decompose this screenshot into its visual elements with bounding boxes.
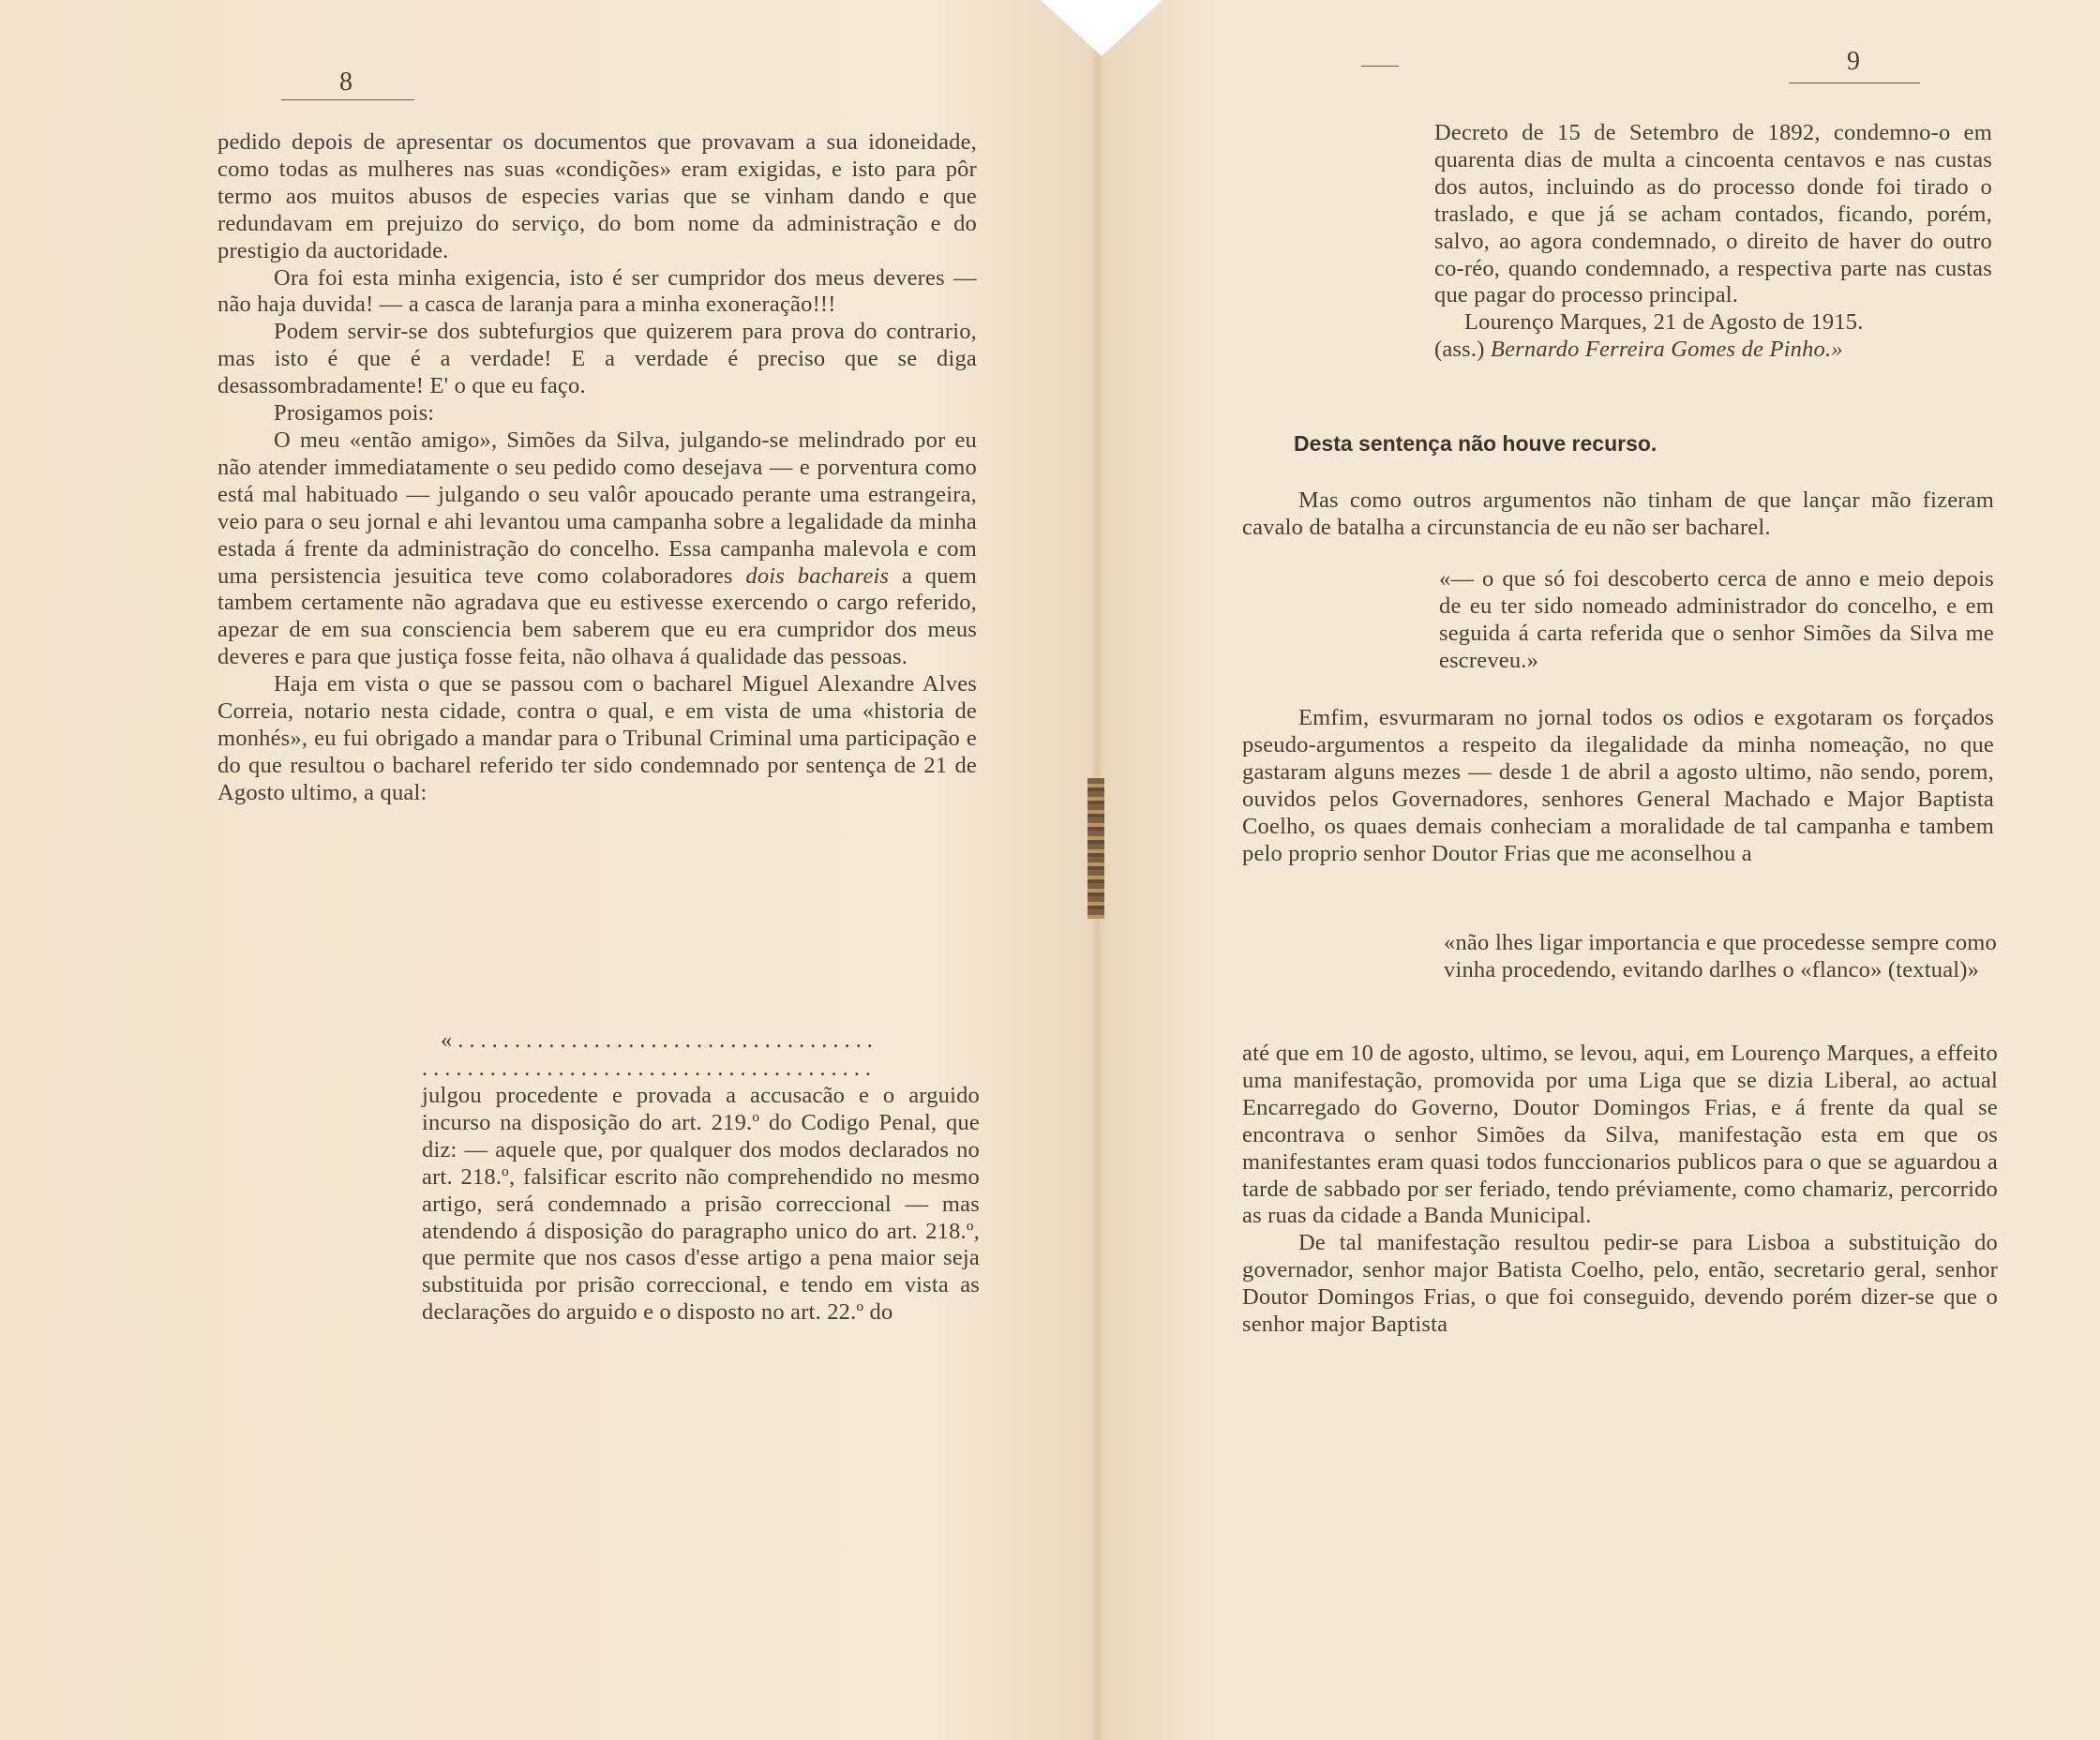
paragraph: Ora foi esta minha exigencia, isto é ser cumpridor dos meus deveres — não haja duvida! — a casca de laranja para a minha exoneração!!! [218,264,977,318]
right-page-number: 9 [1847,47,1860,76]
right-quote-2 [1444,930,1997,984]
page-notch [1041,0,1162,56]
paragraph: Emfim, esvurmaram no jornal todos os odios e exgotaram os forçados pseudo-argumentos a respeito da ilegalidade da minha nomeação, no que gastaram alguns mezes — desde 1 de abril a agosto ultimo, não sendo, porem, ouvidos pelos Governadores, senhores General Machado e Major Baptista Coelho, os quaes demais conheciam a moralidade de tal campanha e tambem pelo proprio senhor Doutor Frias que me aconselhou a [1242,705,1994,866]
paragraph: Decreto de 15 de Setembro de 1892, condemno-o em quarenta dias de multa a cincoenta centavos e nas custas dos autos, incluindo as do processo donde foi tirado o traslado, e que já se acham contados, ficando, porém, salvo, ao agora condemnado, o direito de haver do outro co-réo, quando condemnado, a respectiva parte nas custas que pagar do processo principal. [1434,120,1992,308]
signature: Bernardo Ferreira Gomes de Pinho.» [1490,337,1843,363]
place-date: Lourenço Marques, 21 de Agosto de 1915. [1464,309,1864,336]
right-quote-1 [1439,566,1994,675]
right-opening-text [1434,120,1992,364]
quote-paragraph: julgou procedente e provada a accusacão e o arguido incurso na disposição do art. 219.º do Codigo Penal, que diz: — aquele que, por qualquer dos modos declarados no art. 218.º, falsificar escrito não comprehendido no mesmo artigo, será condemnado a prisão correccional — mas atendendo á disposição do paragrapho unico do art. 218.º, que permite que nos casos d'esse artigo a pena maior seja substituida por prisão correccional, e tendo em vista as declarações do arguido e o disposto no art. 22.º do [422,1083,980,1326]
paragraph-text: a quem tambem certamente não agradava que eu estivesse exercendo o cargo referido, apezar de em sua consciencia bem saberem que eu era cumpridor dos meus deveres e para que justiça fosse feita, não olhava á qualidade das pessoas. [218,562,978,670]
section-heading: Desta sentença não houve recurso. [1294,431,1658,456]
emphasis-text: dois bachareis [745,562,890,589]
quote-paragraph: «não lhes ligar importancia e que procedesse sempre como vinha procedendo, evitando darlhes o «flanco» (textual)» [1444,930,1997,982]
quote-ellipsis-line: «..................................... [441,1028,878,1053]
signature-prefix: (ass.) [1434,337,1485,363]
paragraph [218,428,977,671]
right-body-text-1 [1242,488,1994,542]
signature-line [1434,337,1992,364]
right-header-rule-short [1361,66,1399,67]
paragraph: Prosigamos pois: [274,400,435,427]
paragraph-text: O meu «então amigo», Simões da Silva, julgando-se melindrado por eu não atender immediatamente o seu pedido como desejava — e porventura como está mal habituado — julgando o seu valôr apoucado perante uma estrangeira, veio para o seu jornal e ahi levantou uma campanha sobre a legalidade da minha estada á frente da administração do concelho. Essa campanha malevola e com uma persistencia jesuitica teve como colaboradores [218,427,977,589]
paragraph: De tal manifestação resultou pedir-se para Lisboa a substituição do governador, senhor major Batista Coelho, pelo, então, secretario geral, senhor Doutor Domingos Frias, o que foi conseguido, devendo porém dizer-se que o senhor major Baptista [1242,1230,1998,1338]
right-header-rule [1789,82,1920,83]
left-quote-text [422,1083,980,1327]
paragraph: pedido depois de apresentar os documentos que provavam a sua idoneidade, como todas as mulheres nas suas «condições» eram exigidas, e isto para pôr termo aos muitos abusos de especies varias que se vinham dando e que redundavam em prejuizo do serviço, do bom nome da administração e do prestigio da auctoridade. [218,129,977,263]
left-header-rule [281,99,414,100]
quote-ellipsis-line: ........................................ [422,1056,877,1081]
left-page-number: 8 [339,68,352,97]
right-body-text-2 [1242,705,1994,867]
quote-paragraph: «— o que só foi descoberto cerca de anno e meio depois de eu ter sido nomeado administrador do concelho, e em seguida á carta referida que o senhor Simões da Silva me escreveu.» [1439,566,1994,673]
right-body-text-3 [1242,1041,1998,1339]
paragraph: Mas como outros argumentos não tinham de que lançar mão fizeram cavalo de batalha a circunstancia de eu não ser bacharel. [1242,488,1994,540]
paragraph: Podem servir-se dos subtefurgios que quizerem para prova do contrario, mas isto é que é a verdade! E a verdade é preciso que se diga desassombradamente! E' o que eu faço. [218,319,977,399]
paragraph: até que em 10 de agosto, ultimo, se levou, aqui, em Lourenço Marques, a effeito uma manifestação, promovida por uma Liga que se dizia Liberal, ao actual Encarregado do Governo, Doutor Domingos Frias, e á frente da qual se encontrava o senhor Simões da Silva, manifestação esta em que os manifestantes eram quasi todos funccionarios publicos para o que se aguardou a tarde de sabbado por ser feriado, tendo préviamente, como chamariz, percorrido as ruas da cidade a Banda Municipal. [1242,1041,1998,1229]
paragraph: Haja em vista o que se passou com o bacharel Miguel Alexandre Alves Correia, notario nesta cidade, contra o qual, e em vista de uma «historia de monhés», eu fui obrigado a mandar para o Tribunal Criminal uma participação e do que resultou o bacharel referido ter sido condemnado por sentença de 21 de Agosto ultimo, a qual: [218,671,977,805]
binding-thread [1088,778,1104,919]
left-body-text [218,129,977,807]
